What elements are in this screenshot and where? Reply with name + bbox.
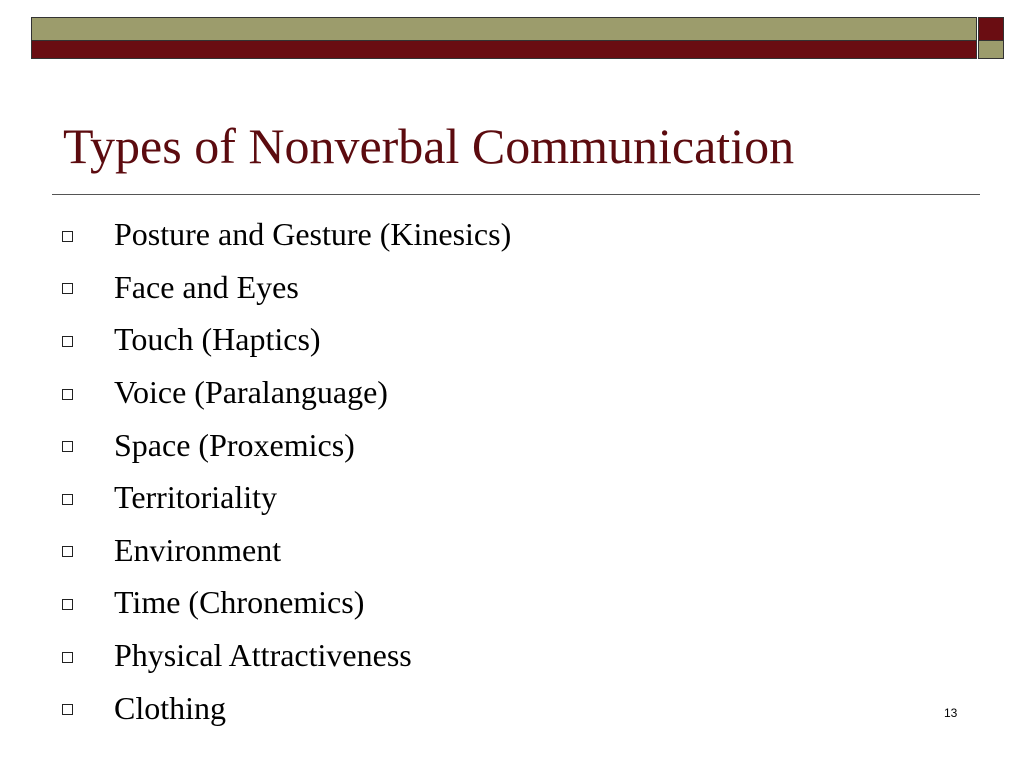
slide-number: 13 <box>944 706 958 720</box>
hollow-square-bullet-icon <box>62 652 73 663</box>
bullet-list <box>62 208 511 734</box>
bullet-text: Space (Proxemics) <box>114 426 355 463</box>
bullet-text: Voice (Paralanguage) <box>114 374 388 411</box>
bullet-item <box>62 208 511 261</box>
hollow-square-bullet-icon <box>62 389 73 400</box>
header-maroon-bar <box>31 41 977 59</box>
hollow-square-bullet-icon <box>62 441 73 452</box>
hollow-square-bullet-icon <box>62 494 73 505</box>
slide-title: Types of Nonverbal Communication <box>63 118 795 174</box>
bullet-item <box>62 471 511 524</box>
bullet-text: Territoriality <box>114 479 278 516</box>
header-olive-bar <box>31 17 977 41</box>
bullet-item <box>62 418 511 471</box>
hollow-square-bullet-icon <box>62 283 73 294</box>
hollow-square-bullet-icon <box>62 704 73 715</box>
header-olive-square <box>978 41 1004 59</box>
bullet-text: Touch (Haptics) <box>114 321 321 358</box>
bullet-text: Posture and Gesture (Kinesics) <box>114 216 512 253</box>
bullet-text: Environment <box>114 531 282 568</box>
bullet-item <box>62 576 511 629</box>
hollow-square-bullet-icon <box>62 336 73 347</box>
bullet-text: Physical Attractiveness <box>114 637 412 674</box>
bullet-item <box>62 261 511 314</box>
title-divider <box>52 194 980 195</box>
bullet-text: Clothing <box>114 689 227 726</box>
bullet-item <box>62 524 511 577</box>
bullet-text: Face and Eyes <box>114 268 299 305</box>
header-maroon-square <box>978 17 1004 41</box>
bullet-item <box>62 366 511 419</box>
bullet-item <box>62 629 511 682</box>
hollow-square-bullet-icon <box>62 546 73 557</box>
bullet-item <box>62 313 511 366</box>
hollow-square-bullet-icon <box>62 231 73 242</box>
bullet-item <box>62 681 511 734</box>
bullet-text: Time (Chronemics) <box>114 584 365 621</box>
hollow-square-bullet-icon <box>62 599 73 610</box>
